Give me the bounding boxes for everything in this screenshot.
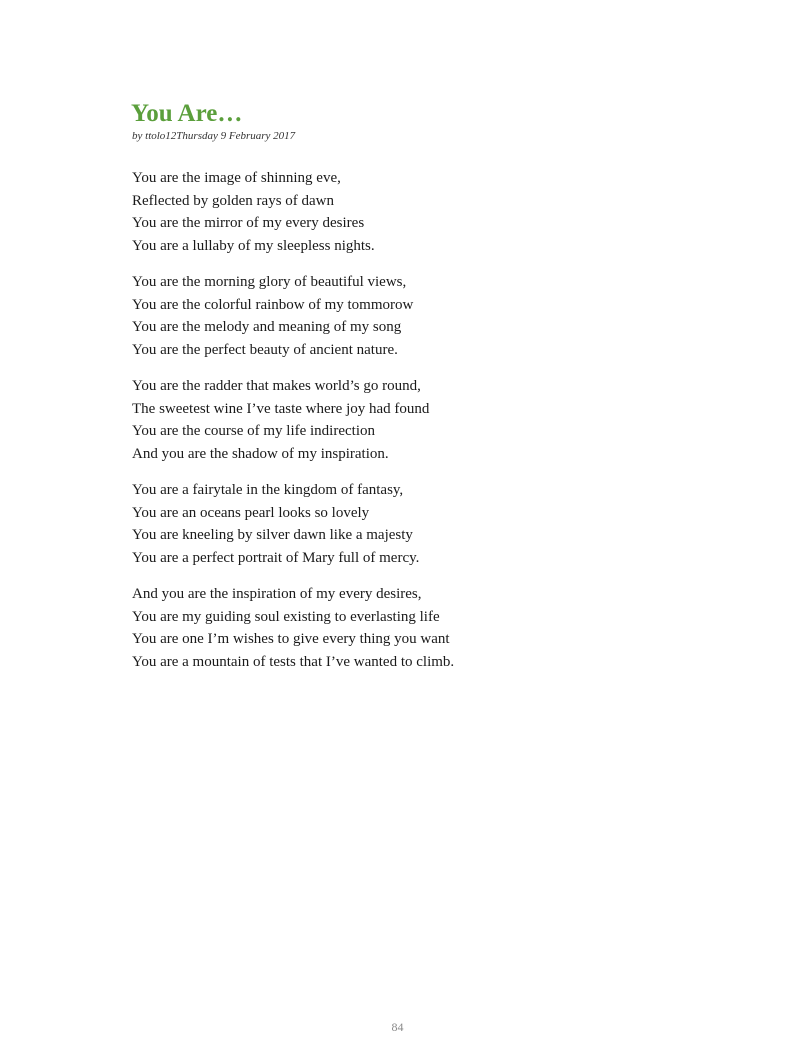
- poem-line: You are the morning glory of beautiful views,: [132, 274, 407, 290]
- poem-line: You are a mountain of tests that I’ve wanted to climb.: [132, 653, 455, 670]
- poem-line: And you are the inspiration of my every desires,: [132, 586, 422, 602]
- poem-line: You are the melody and meaning of my song: [132, 319, 402, 335]
- page-number: 84: [391, 1020, 404, 1034]
- poem-line: You are the course of my life indirection: [132, 423, 375, 439]
- stanza: [132, 167, 732, 257]
- poem-body: [132, 167, 732, 687]
- poem-line: You are a lullaby of my sleepless nights.: [132, 237, 375, 254]
- stanza: [132, 375, 732, 465]
- poem-line: And you are the shadow of my inspiration.: [132, 445, 389, 462]
- poem-title: You Are…: [131, 100, 243, 127]
- poem-line: You are the colorful rainbow of my tommorow: [132, 296, 414, 313]
- poem-line: You are my guiding soul existing to everlasting life: [132, 608, 440, 625]
- poem-line: You are a perfect portrait of Mary full of mercy.: [132, 549, 420, 566]
- poem-line: You are the mirror of my every desires: [132, 215, 365, 231]
- stanza: [132, 271, 732, 361]
- poem-line: You are the radder that makes world’s go round,: [132, 378, 421, 394]
- poem-byline: by ttolo12Thursday 9 February 2017: [132, 130, 296, 142]
- poem-line: You are a fairytale in the kingdom of fantasy,: [132, 482, 404, 498]
- poem-line: You are one I’m wishes to give every thing you want: [132, 631, 450, 647]
- poem-line: You are the perfect beauty of ancient nature.: [132, 341, 398, 358]
- poem-line: The sweetest wine I’ve taste where joy had found: [132, 400, 430, 417]
- poem-line: You are an oceans pearl looks so lovely: [132, 504, 370, 521]
- poem-line: Reflected by golden rays of dawn: [132, 192, 335, 209]
- poem-line: You are the image of shinning eve,: [132, 170, 341, 186]
- poem-line: You are kneeling by silver dawn like a majesty: [132, 527, 413, 543]
- stanza: [132, 479, 732, 569]
- stanza: [132, 583, 732, 673]
